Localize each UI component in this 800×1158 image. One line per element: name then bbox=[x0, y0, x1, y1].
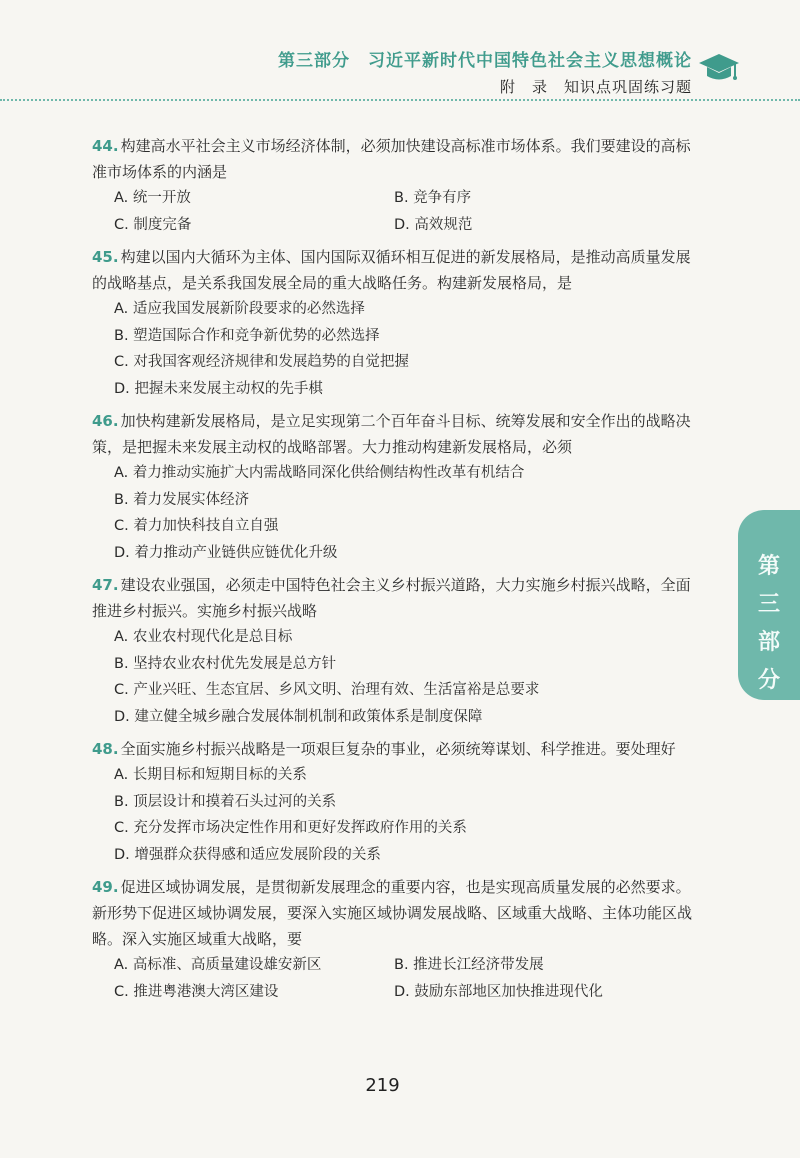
question-number: 47. bbox=[92, 576, 119, 594]
header-subtitle: 附 录 知识点巩固练习题 bbox=[499, 78, 692, 96]
option-d: D. 高效规范 bbox=[394, 216, 473, 233]
question-text: 构建以国内大循环为主体、国内国际双循环相互促进的新发展格局，是推动高质量发展的战略基点，是关系我国发展全局的重大战略任务。构建新发展格局，是 bbox=[92, 248, 691, 292]
question-text: 构建高水平社会主义市场经济体制，必须加快建设高标准市场体系。我们要建设的高标准市场体系的内涵是 bbox=[92, 137, 691, 181]
question-text: 全面实施乡村振兴战略是一项艰巨复杂的事业，必须统筹谋划、科学推进。要处理好 bbox=[120, 740, 676, 758]
option-d: D. 鼓励东部地区加快推进现代化 bbox=[394, 983, 603, 1000]
option-b: B. 顶层设计和摸着石头过河的关系 bbox=[114, 793, 337, 810]
side-tab-char: 第 bbox=[757, 554, 780, 579]
page-number: 219 bbox=[365, 1075, 400, 1096]
question-number: 48. bbox=[92, 740, 119, 758]
question-text: 促进区域协调发展，是贯彻新发展理念的重要内容，也是实现高质量发展的必然要求。新形势下促进区域协调发展，要深入实施区域协调发展战略、区域重大战略、主体功能区战略。深入实施区域重大战略，要 bbox=[92, 878, 693, 948]
option-b: B. 着力发展实体经济 bbox=[114, 491, 250, 508]
question-stem bbox=[92, 408, 692, 460]
side-tab-char: 部 bbox=[757, 630, 780, 655]
option-list bbox=[92, 762, 692, 868]
header-title: 第三部分 习近平新时代中国特色社会主义思想概论 bbox=[278, 51, 692, 71]
option-list bbox=[92, 296, 692, 402]
question-text: 加快构建新发展格局，是立足实现第二个百年奋斗目标、统筹发展和安全作出的战略决策，是把握未来发展主动权的战略部署。大力推动构建新发展格局，必须 bbox=[92, 412, 691, 456]
side-tab-char: 分 bbox=[757, 668, 780, 693]
graduation-cap-icon bbox=[698, 50, 740, 86]
question-number: 49. bbox=[92, 878, 119, 896]
question-48 bbox=[92, 736, 692, 868]
option-c: C. 对我国客观经济规律和发展趋势的自觉把握 bbox=[114, 354, 409, 370]
page-header bbox=[0, 0, 800, 110]
option-c: C. 制度完备 bbox=[114, 216, 192, 233]
option-list bbox=[92, 185, 692, 238]
question-list bbox=[92, 133, 692, 1011]
option-c: C. 充分发挥市场决定性作用和更好发挥政府作用的关系 bbox=[114, 820, 467, 836]
question-stem bbox=[92, 874, 692, 952]
option-c: C. 推进粤港澳大湾区建设 bbox=[114, 983, 279, 1000]
option-d: D. 着力推动产业链供应链优化升级 bbox=[114, 544, 338, 561]
option-d: D. 把握未来发展主动权的先手棋 bbox=[114, 380, 323, 397]
option-b: B. 坚持农业农村优先发展是总方针 bbox=[114, 655, 337, 672]
option-c: C. 着力加快科技自立自强 bbox=[114, 518, 279, 534]
option-a: A. 长期目标和短期目标的关系 bbox=[114, 767, 307, 783]
question-number: 46. bbox=[92, 412, 119, 430]
option-b: B. 竞争有序 bbox=[394, 190, 472, 206]
option-c: C. 产业兴旺、生态宜居、乡风文明、治理有效、生活富裕是总要求 bbox=[114, 682, 540, 698]
option-a: A. 统一开放 bbox=[114, 190, 191, 206]
option-a: A. 高标准、高质量建设雄安新区 bbox=[114, 957, 322, 973]
question-45 bbox=[92, 244, 692, 402]
option-a: A. 着力推动实施扩大内需战略同深化供给侧结构性改革有机结合 bbox=[114, 465, 525, 481]
question-stem bbox=[92, 133, 692, 185]
question-text: 建设农业强国，必须走中国特色社会主义乡村振兴道路，大力实施乡村振兴战略，全面推进乡村振兴。实施乡村振兴战略 bbox=[92, 576, 691, 620]
question-47 bbox=[92, 572, 692, 730]
option-d: D. 建立健全城乡融合发展体制机制和政策体系是制度保障 bbox=[114, 708, 483, 725]
option-list bbox=[92, 460, 692, 566]
option-d: D. 增强群众获得感和适应发展阶段的关系 bbox=[114, 846, 381, 863]
option-b: B. 塑造国际合作和竞争新优势的必然选择 bbox=[114, 327, 380, 344]
question-46 bbox=[92, 408, 692, 566]
header-divider bbox=[0, 99, 800, 101]
section-side-tab bbox=[738, 510, 800, 700]
question-stem bbox=[92, 572, 692, 624]
option-a: A. 农业农村现代化是总目标 bbox=[114, 629, 293, 645]
question-stem bbox=[92, 736, 692, 762]
side-tab-char: 三 bbox=[757, 592, 780, 617]
question-44 bbox=[92, 133, 692, 238]
question-49 bbox=[92, 874, 692, 1005]
question-number: 44. bbox=[92, 137, 119, 155]
option-list bbox=[92, 952, 692, 1005]
option-a: A. 适应我国发展新阶段要求的必然选择 bbox=[114, 301, 365, 317]
option-b: B. 推进长江经济带发展 bbox=[394, 957, 544, 973]
question-number: 45. bbox=[92, 248, 119, 266]
question-stem bbox=[92, 244, 692, 296]
option-list bbox=[92, 624, 692, 730]
